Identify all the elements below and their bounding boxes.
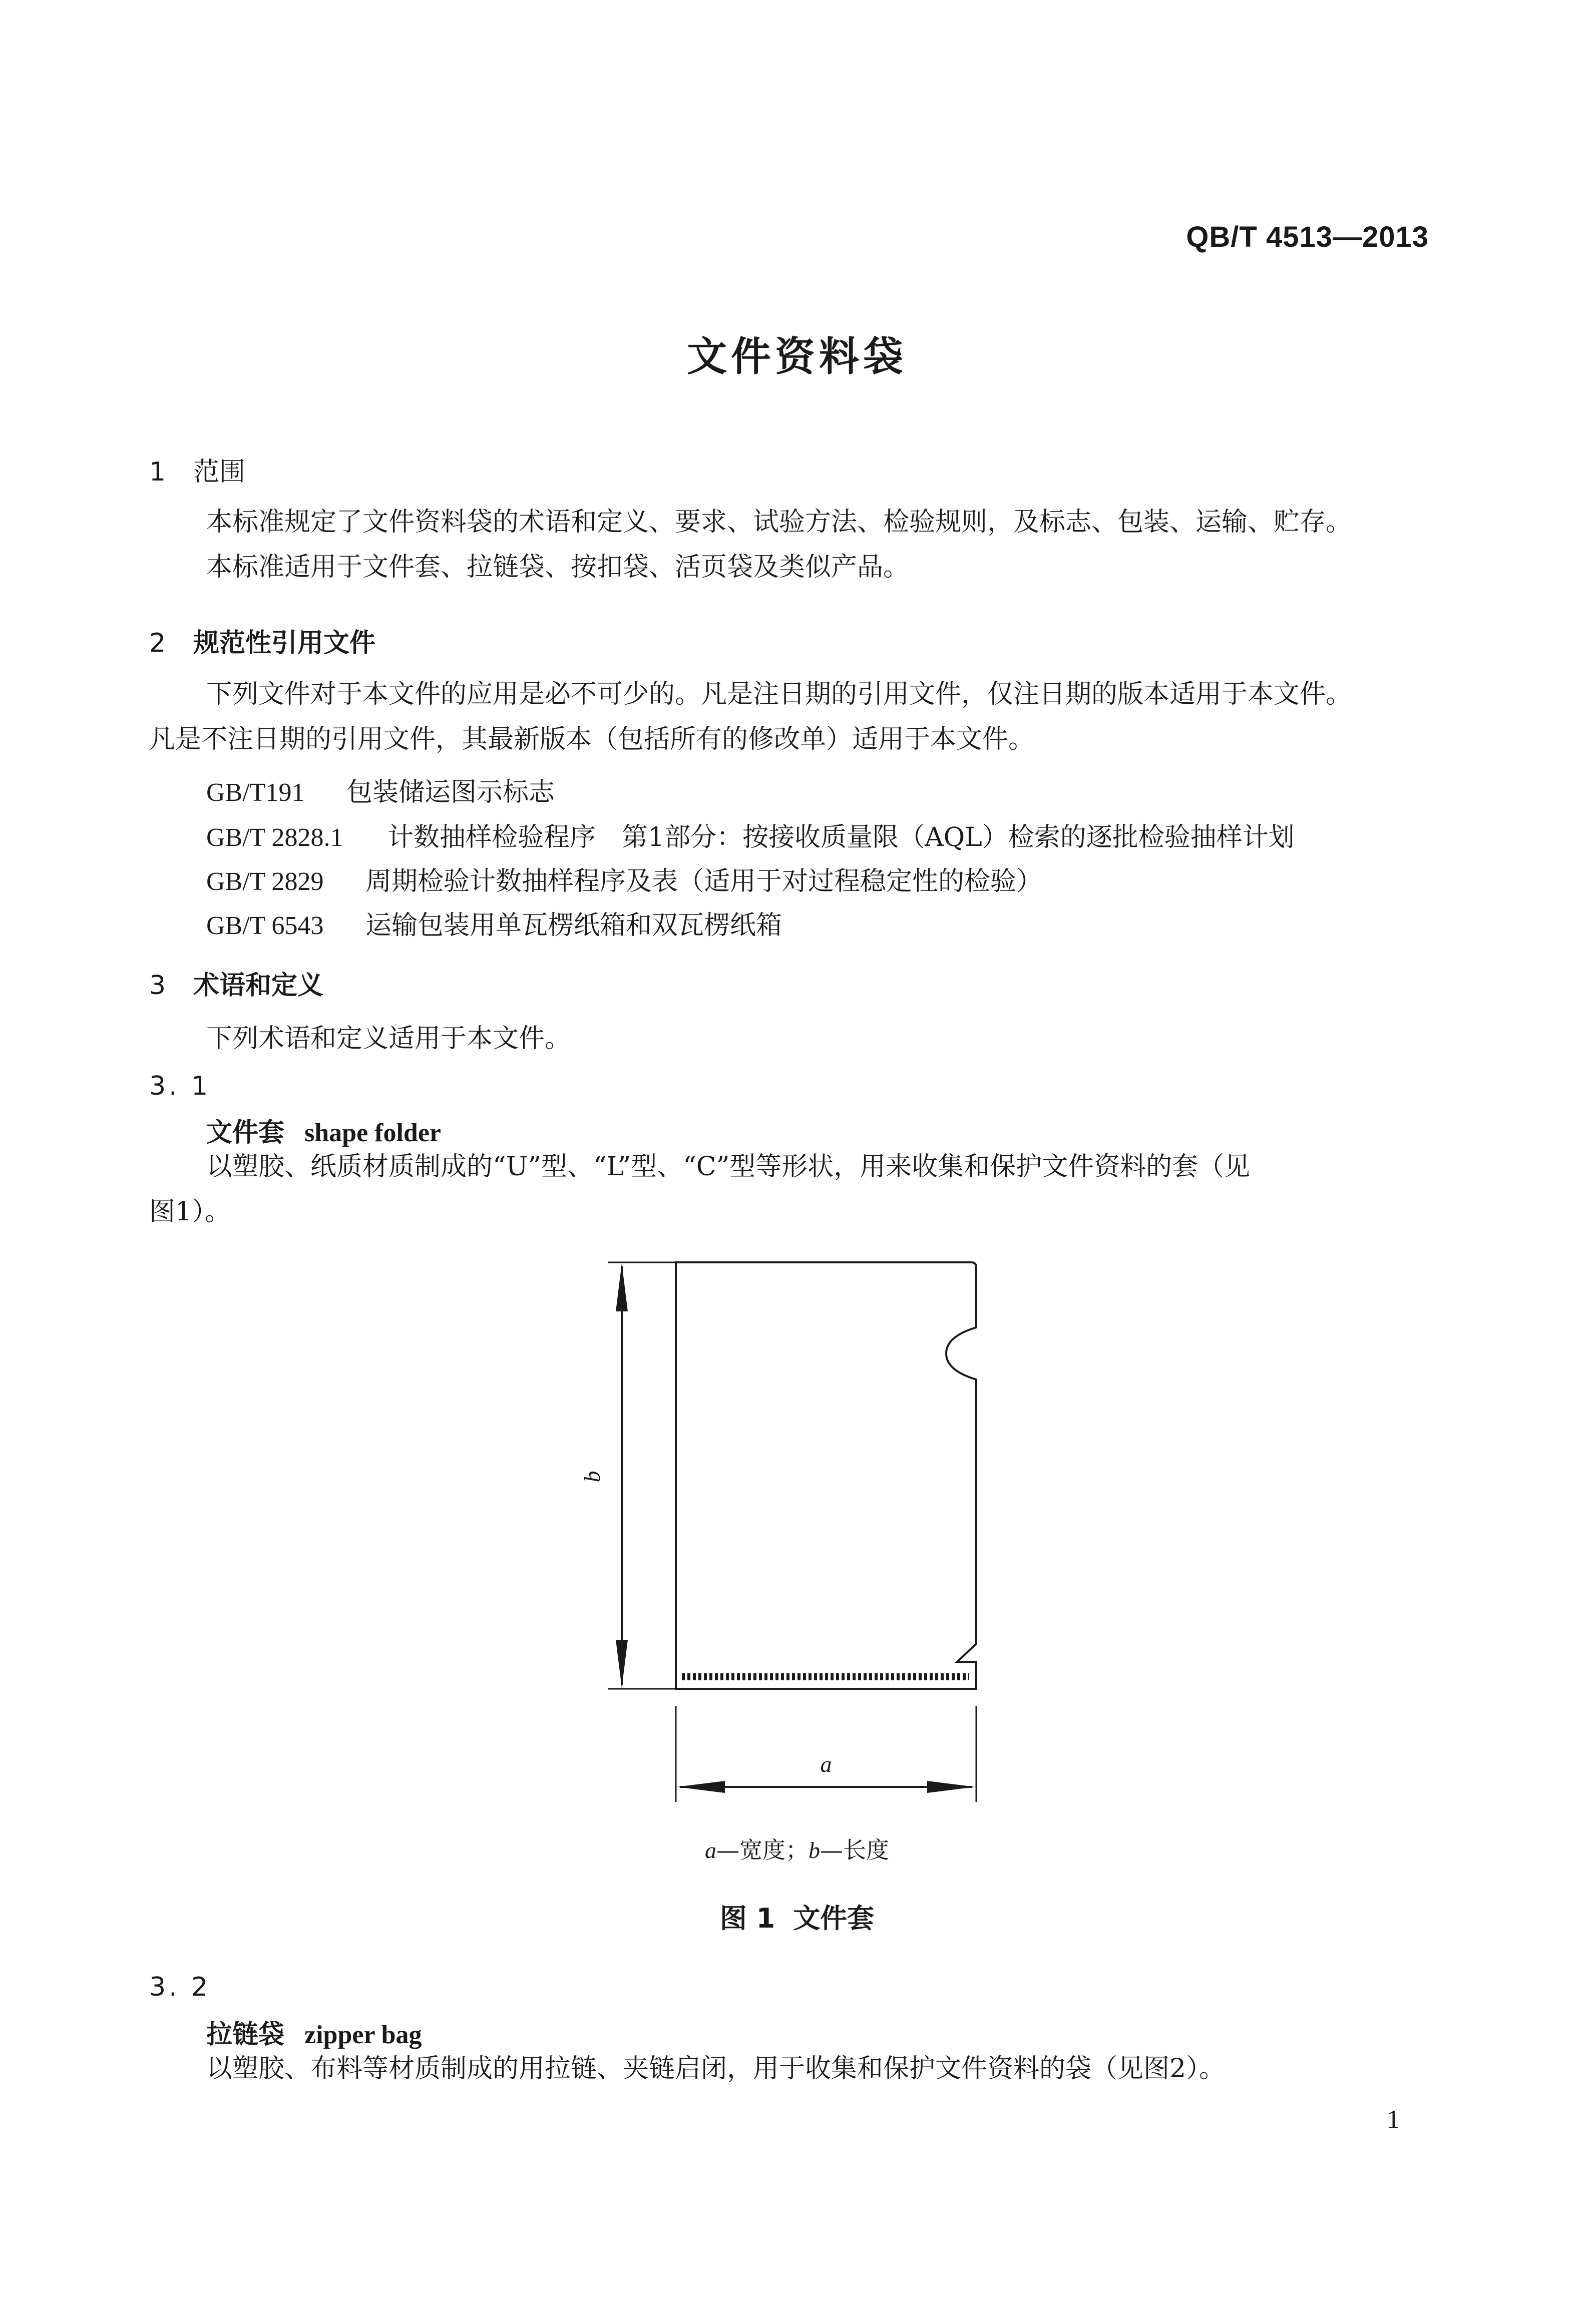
section-3-heading [149, 964, 323, 1002]
arrow-down [616, 1640, 628, 1688]
reference-title: 包装储运图示标志 [346, 777, 555, 807]
reference-title: 运输包装用单瓦楞纸箱和双瓦楞纸箱 [365, 910, 782, 941]
section-2-paragraph-line-2: 凡是不注日期的引用文件，其最新版本（包括所有的修改单）适用于本文件。 [149, 724, 1035, 754]
page-number: 1 [1387, 2105, 1400, 2134]
figure-1-legend [0, 1832, 1594, 1865]
term-3-1-definition-line-2: 图1）。 [149, 1197, 231, 1227]
reference-code: GB/T191 [206, 778, 305, 807]
document-title: 文件资料袋 [687, 333, 907, 380]
figure-1-caption [0, 1897, 1594, 1936]
caption-number: 图 1 [719, 1903, 775, 1934]
term-zh: 文件套 [206, 1117, 285, 1148]
reference-item [206, 771, 555, 808]
term-zh: 拉链袋 [206, 2019, 285, 2050]
reference-title: 计数抽样检验程序 第1部分：按接收质量限（AQL）检索的逐批检验抽样计划 [387, 822, 1295, 852]
legend-b-text: —长度 [820, 1836, 889, 1864]
section-title: 规范性引用文件 [193, 628, 376, 658]
reference-title: 周期检验计数抽样程序及表（适用于对过程稳定性的检验） [365, 866, 1043, 896]
width-dimension-label: a [820, 1751, 832, 1777]
term-3-1-heading [206, 1111, 441, 1149]
section-title: 范围 [193, 457, 246, 487]
section-number: 2 [149, 628, 166, 658]
term-3-1-number: 3. 1 [149, 1071, 211, 1101]
section-number: 1 [149, 457, 166, 487]
term-3-2-definition-line-1: 以塑胶、布料等材质制成的用拉链、夹链启闭，用于收集和保护文件资料的袋（见图2）。 [206, 2054, 1226, 2084]
figure-1-shape-folder-drawing [579, 1246, 1001, 1827]
section-2-paragraph-line-1: 下列文件对于本文件的应用是必不可少的。凡是注日期的引用文件，仅注日期的版本适用于本文件。 [206, 679, 1352, 709]
reference-code: GB/T 2828.1 [206, 823, 343, 852]
arrow-left [677, 1781, 725, 1793]
section-1-paragraph-2: 本标准适用于文件套、拉链袋、按扣袋、活页袋及类似产品。 [206, 552, 910, 582]
standard-code: QB/T 4513—2013 [1186, 221, 1429, 253]
reference-code: GB/T 2829 [206, 867, 324, 896]
length-dimension-label: b [579, 1471, 605, 1483]
reference-item [206, 860, 1042, 897]
section-2-heading [149, 622, 375, 659]
section-3-intro: 下列术语和定义适用于本文件。 [206, 1024, 571, 1054]
section-1-paragraph-1: 本标准规定了文件资料袋的术语和定义、要求、试验方法、检验规则，及标志、包装、运输、贮存。 [206, 507, 1352, 537]
term-3-1-definition-line-1: 以塑胶、纸质材质制成的“U”型、“L”型、“C”型等形状，用来收集和保护文件资料的套（见 [206, 1152, 1251, 1182]
arrow-up [616, 1263, 628, 1311]
reference-item [206, 816, 1295, 853]
arrow-right [927, 1781, 975, 1793]
section-title: 术语和定义 [193, 971, 324, 1001]
legend-b-symbol: b [809, 1837, 820, 1863]
section-1-heading [149, 450, 245, 488]
caption-title: 文件套 [793, 1903, 875, 1934]
folder-outline [676, 1262, 976, 1689]
legend-a-symbol: a [705, 1837, 716, 1863]
term-en: zipper bag [304, 2021, 422, 2049]
reference-code: GB/T 6543 [206, 911, 324, 940]
term-3-2-heading [206, 2013, 422, 2051]
section-number: 3 [149, 971, 166, 1001]
reference-item [206, 904, 782, 942]
term-3-2-number: 3. 2 [149, 1972, 211, 2002]
legend-a-text: —宽度； [716, 1836, 809, 1864]
term-en: shape folder [304, 1119, 442, 1147]
